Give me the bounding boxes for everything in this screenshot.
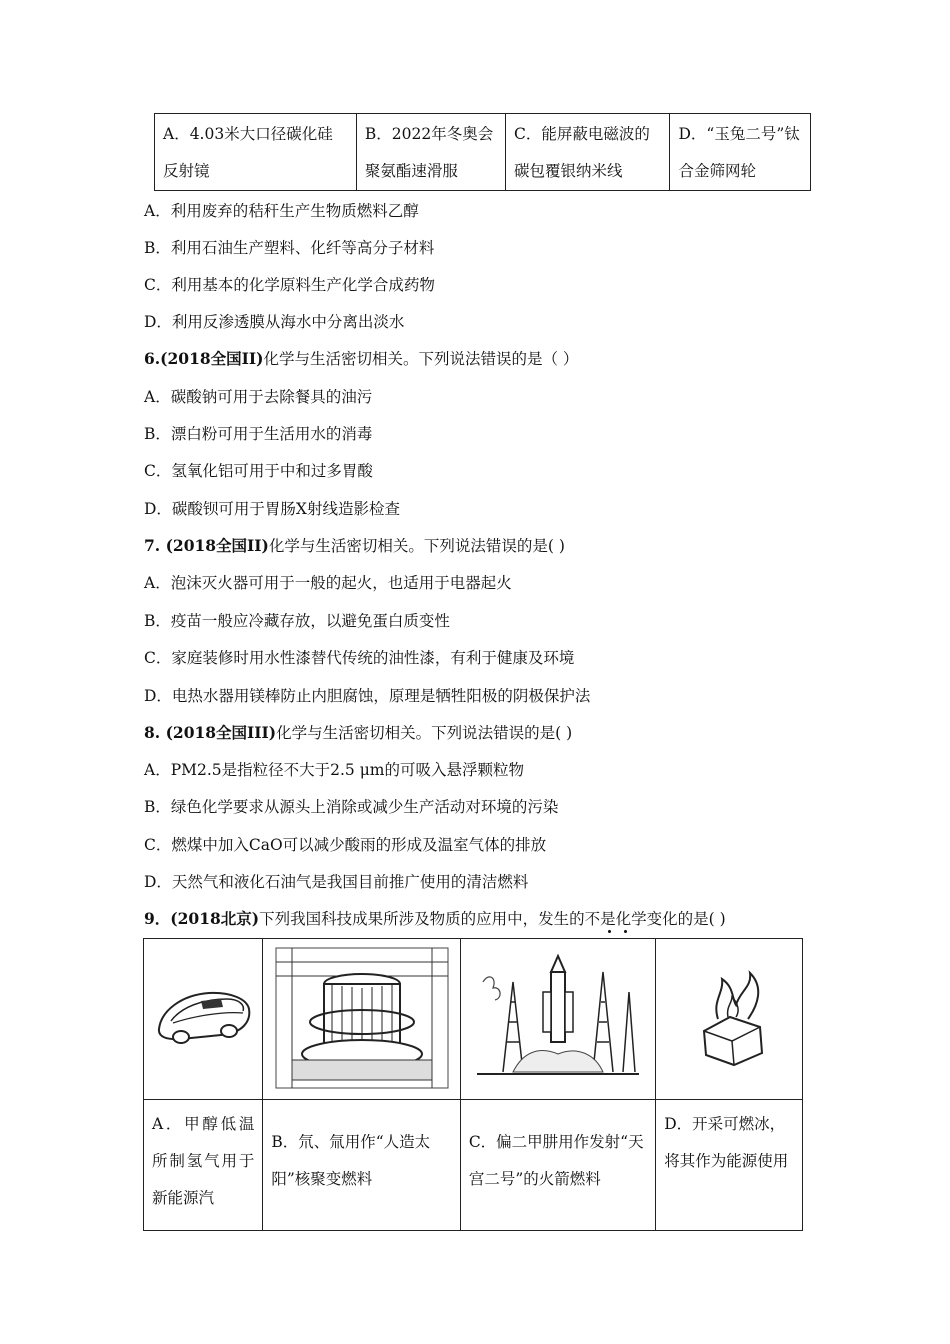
combustible-ice-icon xyxy=(674,957,784,1077)
q5-option-d: D．利用反渗透膜从海水中分离出淡水 xyxy=(144,313,405,331)
image-cell-c xyxy=(460,939,655,1100)
q9-text: 下列我国科技成果所涉及物质的应用中，发生的不是化学变化的是( ) xyxy=(259,910,726,928)
option-cell-d: D．开采可燃冰，将其作为能源使用 xyxy=(656,1100,803,1231)
table-cell-b: B．2022年冬奥会聚氨酯速滑服 xyxy=(356,114,505,191)
q8-text: 化学与生活密切相关。下列说法错误的是( ) xyxy=(276,724,573,742)
table-cell-d: D．“玉兔二号”钛合金筛网轮 xyxy=(670,114,811,191)
q5-option-a: A．利用废弃的秸秆生产生物质燃料乙醇 xyxy=(144,202,419,220)
hydrogen-car-icon xyxy=(151,977,255,1057)
image-cell-a xyxy=(144,939,263,1100)
q6-text: 化学与生活密切相关。下列说法错误的是（ ） xyxy=(263,350,579,368)
q6-number: 6.(2018全国II) xyxy=(144,349,264,368)
q7-number: 7. (2018全国II) xyxy=(144,536,269,555)
image-cell-d xyxy=(656,939,803,1100)
q8-option-c: C．燃煤中加入CaO可以减少酸雨的形成及温室气体的排放 xyxy=(144,836,547,854)
option-cell-c xyxy=(460,1100,655,1231)
q8-option-b: B．绿色化学要求从源头上消除或减少生产活动对环境的污染 xyxy=(144,798,559,816)
q5-option-b: B．利用石油生产塑料、化纤等高分子材料 xyxy=(144,239,435,257)
q6-option-d: D．碳酸钡可用于胃肠X射线造影检查 xyxy=(144,500,400,518)
option-cell-a: A．甲醇低温所制氢气用于新能源汽 xyxy=(144,1100,263,1231)
image-cell-b xyxy=(263,939,460,1100)
q6-option-c: C．氢氧化铝可用于中和过多胃酸 xyxy=(144,462,373,480)
q6-option-a: A．碳酸钠可用于去除餐具的油污 xyxy=(144,388,373,406)
rocket-launch-icon xyxy=(473,942,643,1092)
q8-option-a: A．PM2.5是指粒径不大于2.5 μm的可吸入悬浮颗粒物 xyxy=(144,761,524,779)
q7-text: 化学与生活密切相关。下列说法错误的是( ) xyxy=(268,537,565,555)
option-b-label: B．氘、氚用作“人造太阳”核聚变燃料 xyxy=(271,1133,431,1188)
table-cell-a: A．4.03米大口径碳化硅反射镜 xyxy=(155,114,357,191)
q6-stem xyxy=(144,349,578,369)
fusion-reactor-icon xyxy=(272,942,452,1092)
option-cell-b xyxy=(263,1100,460,1231)
tech-achievements-table xyxy=(143,938,803,1231)
q7-option-b: B．疫苗一般应冷藏存放，以避免蛋白质变性 xyxy=(144,612,450,630)
q7-option-a: A．泡沫灭火器可用于一般的起火，也适用于电器起火 xyxy=(144,574,512,592)
q9-number: 9．(2018北京) xyxy=(144,909,260,928)
q8-stem xyxy=(144,723,572,743)
materials-table xyxy=(154,113,811,191)
table-cell-c: C．能屏蔽电磁波的碳包覆银纳米线 xyxy=(505,114,670,191)
q8-number: 8. (2018全国III) xyxy=(144,723,277,742)
emphasis-dot xyxy=(624,930,627,933)
q6-option-b: B．漂白粉可用于生活用水的消毒 xyxy=(144,425,373,443)
q8-option-d: D．天然气和液化石油气是我国目前推广使用的清洁燃料 xyxy=(144,873,529,891)
option-c-label: C．偏二甲肼用作发射“天宫二号”的火箭燃料 xyxy=(468,1133,644,1188)
emphasis-dot xyxy=(608,930,611,933)
q7-stem xyxy=(144,536,565,556)
q9-stem xyxy=(144,909,726,929)
q7-option-d: D．电热水器用镁棒防止内胆腐蚀，原理是牺牲阳极的阴极保护法 xyxy=(144,687,591,705)
q7-option-c: C．家庭装修时用水性漆替代传统的油性漆，有利于健康及环境 xyxy=(144,649,575,667)
q5-option-c: C．利用基本的化学原料生产化学合成药物 xyxy=(144,276,435,294)
